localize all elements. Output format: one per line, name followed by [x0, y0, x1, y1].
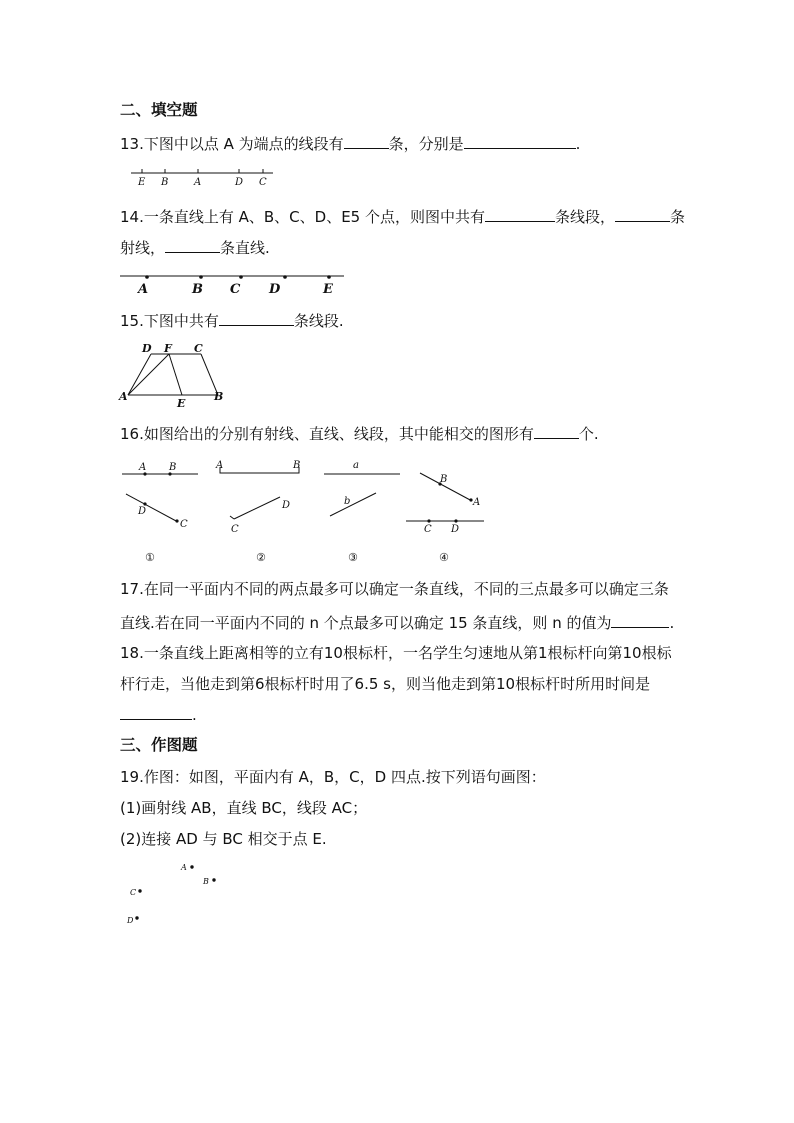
q13-label-a: A [194, 177, 202, 188]
section-heading-fill-in: 二、填空题 [120, 101, 198, 119]
q13-figure [125, 164, 285, 190]
q19-figure [118, 858, 238, 930]
q13-label-e: E [138, 177, 146, 188]
fig1-number: ① [145, 551, 155, 564]
fig2-top-segment [220, 467, 299, 473]
q14-text-d: 射线， [120, 239, 166, 257]
question-13 [120, 133, 580, 154]
q15-label-a: A [119, 390, 128, 403]
question-19-line1: 19.作图：如图，平面内有 A，B，C，D 四点.按下列语句画图： [120, 768, 546, 786]
q13-text-c: . [575, 135, 581, 153]
question-18-line3 [120, 704, 197, 725]
fig3-number: ③ [348, 551, 358, 564]
q15-label-e: E [177, 397, 186, 410]
fig4-point [454, 519, 457, 522]
q13-label-d: D [235, 177, 244, 188]
fig4-label-a: A [473, 497, 481, 508]
question-18-line1: 18.一条直线上距离相等的立有10根标杆，一名学生匀速地从第1根标杆向第10根标 [120, 644, 672, 662]
fig3-label-b: b [344, 496, 351, 507]
q13-text-a: 13.下图中以点 A 为端点的线段有 [120, 135, 344, 153]
q19-label-a: A [181, 863, 187, 872]
q15-label-f: F [164, 342, 172, 355]
q15-segment-fe [169, 354, 182, 395]
q14-figure [118, 268, 348, 298]
question-19-line3: (2)连接 AD 与 BC 相交于点 E. [120, 830, 327, 848]
q14-label-d: D [269, 282, 281, 297]
fig1-point [175, 519, 178, 522]
q19-point-b [212, 878, 215, 881]
q18-text-end: . [192, 706, 197, 724]
q15-label-c: C [194, 342, 203, 355]
q16-figure-1 [118, 455, 208, 567]
q14-text-c: 条 [670, 208, 686, 226]
q14-label-c: C [230, 282, 241, 297]
q14-point [327, 275, 331, 279]
q19-label-b: B [203, 877, 209, 886]
section-heading-drawing: 三、作图题 [120, 736, 198, 754]
q19-point-a [190, 865, 193, 868]
q16-blank[interactable] [534, 423, 579, 439]
q13-label-c: C [259, 177, 267, 188]
q15-left-side [128, 354, 151, 395]
fig2-end-tick [230, 516, 234, 519]
q14-text-b: 条线段， [555, 208, 616, 226]
q16-figure-2 [212, 455, 312, 567]
q14-label-e: E [323, 282, 333, 297]
fig4-label-b: B [440, 474, 448, 485]
q19-label-c: C [130, 888, 137, 897]
q17-blank[interactable] [611, 612, 669, 628]
fig2-label-d: D [282, 500, 291, 511]
question-14-line2 [120, 237, 270, 258]
fig4-number: ④ [439, 551, 449, 564]
fig2-label-c: C [231, 524, 239, 535]
q14-blank-lines[interactable] [165, 237, 220, 253]
q14-text-a: 14.一条直线上有 A、B、C、D、E5 个点，则图中共有 [120, 208, 485, 226]
fig1-label-d: D [138, 506, 147, 517]
q17-text-a: 直线.若在同一平面内不同的 n 个点最多可以确定 15 条直线，则 n 的值为 [120, 614, 612, 632]
q15-label-b: B [214, 390, 224, 403]
q14-label-b: B [192, 282, 203, 297]
fig1-label-c: C [180, 519, 188, 530]
question-19-line2: (1)画射线 AB，直线 BC，线段 AC； [120, 799, 368, 817]
q13-text-b: 条，分别是 [388, 135, 464, 153]
q15-right-side [201, 354, 218, 395]
q17-text-b: . [669, 614, 675, 632]
q16-text-a: 16.如图给出的分别有射线、直线、线段，其中能相交的图形有 [120, 425, 534, 443]
q15-text-a: 15.下图中共有 [120, 312, 219, 330]
q19-point-d [135, 916, 138, 919]
q15-text-b: 条线段. [293, 312, 344, 330]
q14-point [239, 275, 243, 279]
question-17-line2 [120, 612, 674, 633]
q19-label-d: D [127, 916, 134, 925]
q16-text-b: 个. [578, 425, 599, 443]
q13-label-b: B [161, 177, 169, 188]
fig3-line-b [330, 493, 376, 516]
q16-figure-3 [318, 455, 408, 567]
q14-blank-segments[interactable] [485, 206, 555, 222]
q14-text-e: 条直线. [220, 239, 270, 257]
q16-figure-4 [402, 455, 492, 567]
fig1-bottom-ray [126, 494, 178, 522]
q14-blank-rays[interactable] [615, 206, 670, 222]
fig1-label-a: A [139, 462, 147, 473]
q15-figure [118, 340, 230, 410]
fig2-label-a: A [216, 460, 224, 471]
q13-blank-count[interactable] [344, 133, 389, 149]
question-16 [120, 423, 599, 444]
fig4-point [427, 519, 430, 522]
fig2-bottom-line [234, 497, 280, 519]
fig1-label-b: B [169, 462, 177, 473]
fig2-number: ② [256, 551, 266, 564]
q14-point [145, 275, 149, 279]
q14-point [199, 275, 203, 279]
question-17-line1: 17.在同一平面内不同的两点最多可以确定一条直线，不同的三点最多可以确定三条 [120, 580, 669, 598]
fig2-label-b: B [293, 460, 301, 471]
q15-blank[interactable] [219, 310, 294, 326]
question-14-line1 [120, 206, 685, 227]
q13-blank-list[interactable] [464, 133, 576, 149]
question-15 [120, 310, 344, 331]
fig3-label-a: a [353, 460, 359, 471]
q14-label-a: A [138, 282, 149, 297]
q15-segment-af [128, 354, 169, 395]
q19-point-c [138, 889, 141, 892]
fig4-label-d: D [451, 524, 460, 535]
fig4-label-c: C [424, 524, 432, 535]
q15-label-d: D [142, 342, 152, 355]
q18-blank[interactable] [120, 704, 192, 720]
question-18-line2: 杆行走，当他走到第6根标杆时用了6.5 s，则当他走到第10根标杆时所用时间是 [120, 675, 651, 693]
q14-point [283, 275, 287, 279]
